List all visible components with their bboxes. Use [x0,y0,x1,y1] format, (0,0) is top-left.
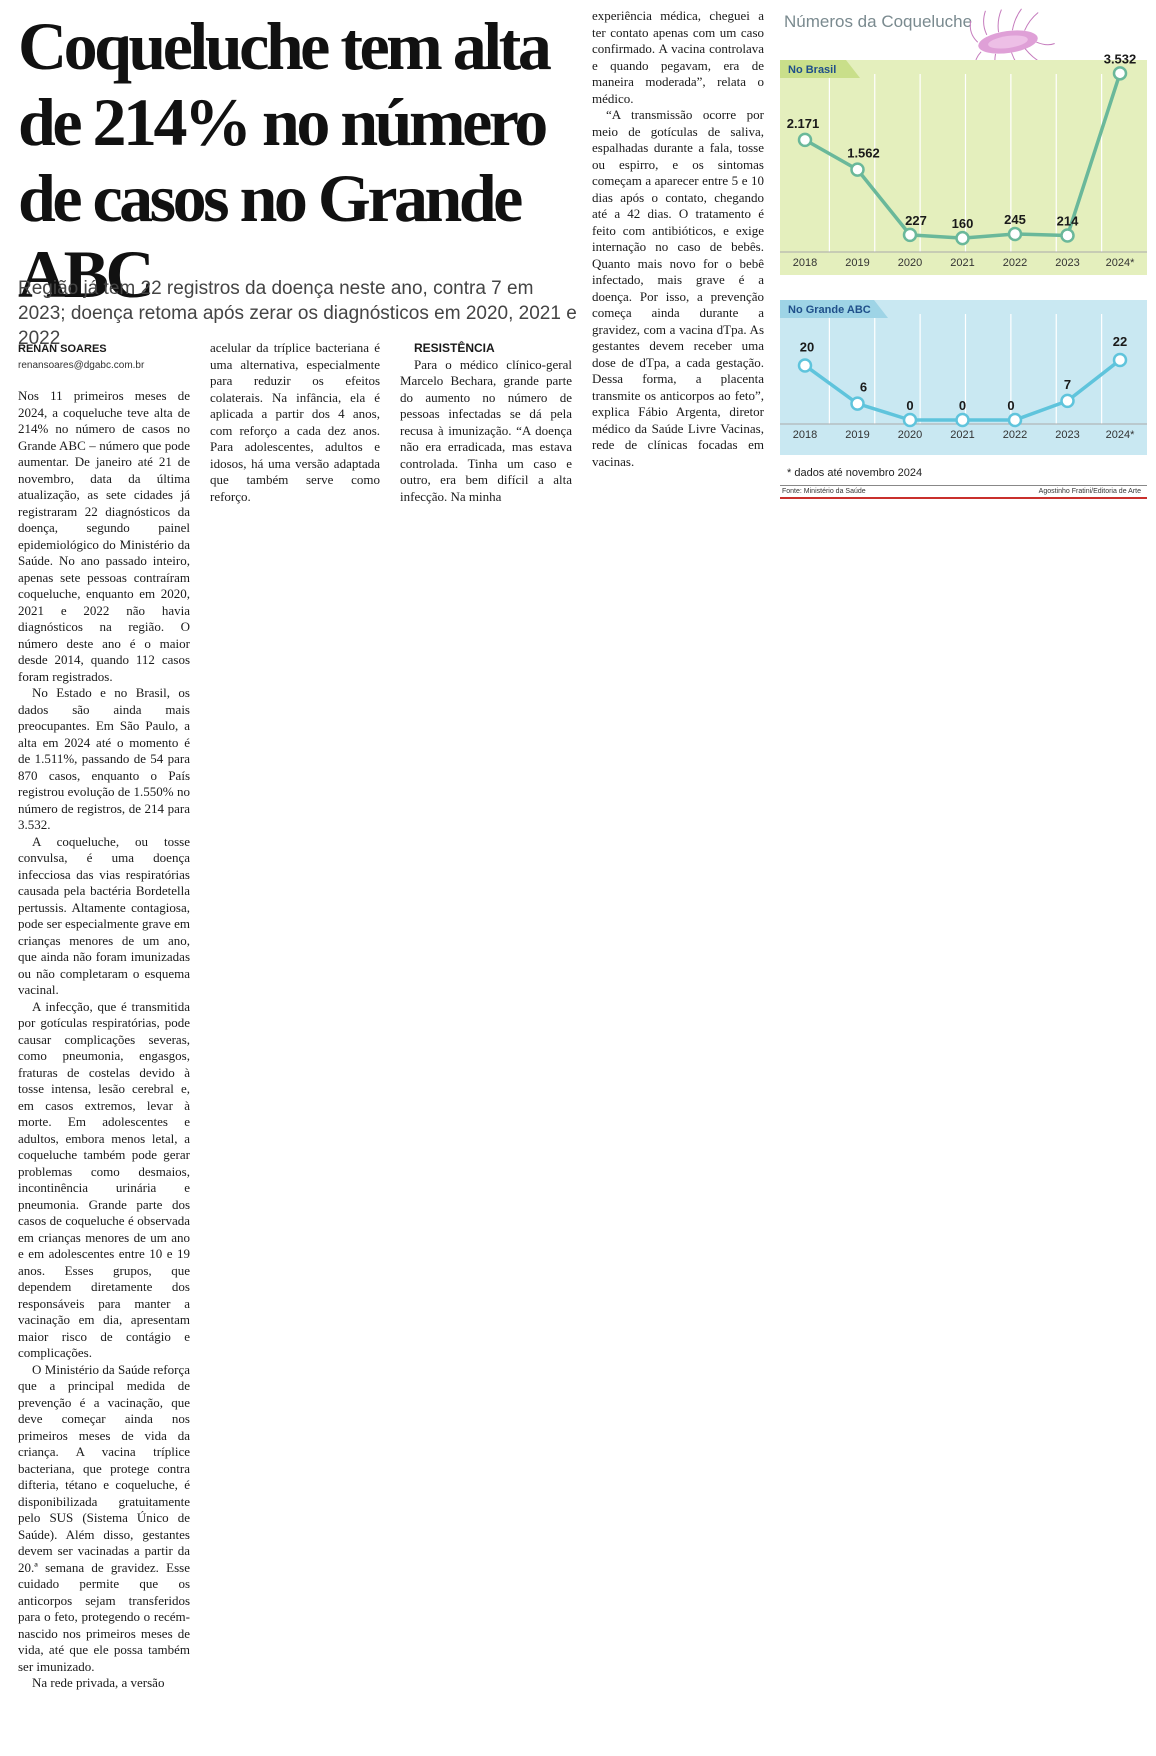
author-name: RENAN SOARES [18,343,107,355]
chart-brasil [780,51,1147,275]
paragraph: Nos 11 primeiros meses de 2024, a coqueluche teve alta de 214% no número de casos no Grande ABC – número que pode aumentar. De janeiro até 21 de novembro, data da última atualização, as sete cidades já registraram 22 diagnósticos da doença, segundo painel epidemiológico do Ministério da Saúde. No ano passado inteiro, apenas sete pessoas contraíram coqueluche, enquanto em 2020, 2021 e 2022 não havia diagnósticos na região. O número deste ano é o maior desde 2014, quando 112 casos foram registrados. [18,388,190,684]
brasil-data-label: 160 [951,216,974,232]
brasil-title: No Brasil [788,64,837,76]
abc-data-label: 0 [958,398,967,413]
article-column-2 [210,340,380,505]
abc-year-label: 2023 [1055,429,1080,441]
abc-point [1009,414,1021,426]
brasil-point [852,164,864,176]
paragraph: acelular da tríplice bacteriana é uma alternativa, especialmente para reduzir os efeitos colaterais. Na infância, ela é aplicada a partir dos 4 anos, com reforço a cada dez anos. Para adolescentes, adultos e idosos, há uma versão adaptada que também serve como reforço. [210,340,380,504]
paragraph: A infecção, que é transmitida por gotículas respiratórias, pode causar complicações severas, como pneumonia, engasgos, fraturas de costelas devido à tosse intensa, lesão cerebral e, em casos extremos, levar à morte. Em adolescentes e adultos, embora menos letal, a coqueluche também pode gerar problemas como desmaios, incontinência urinária e pneumonia. Grande parte dos casos de coqueluche é observada em crianças menores de um ano e em adolescentes entre 10 e 19 anos. Esses grupos, que dependem diretamente dos responsáveis para manter a vacinação em dia, apresentam maior risco de contágio e complicações. [18,998,190,1360]
brasil-point [957,232,969,244]
infographic-title: Números da Coqueluche [784,12,973,31]
abc-title: No Grande ABC [788,304,871,316]
brasil-year-label: 2018 [792,257,818,269]
brasil-data-label: 245 [1004,212,1026,228]
paragraph: “A transmissão ocorre por meio de gotículas de saliva, espalhadas durante a fala, tosse ou espirro, e os sintomas começam a aparecer entre 5 e 10 dias após o contato, chegando até a 42 dias. O tratamento é feito com antibióticos, e exige internação no caso de bebês. Quanto mais novo for o bebê infectado, mais grave é a doença. Por isso, a prevenção começa ainda durante a gravidez, com a vacina dTpa. As gestantes devem receber uma dose de dTpa, a cada gestação. Dessa forma, a placenta transmite os anticorpos ao feto”, explica Fábio Argenta, diretor médico da Saúde Livre Vacinas, rede de clínicas focadas em vacinas. [592,107,764,469]
abc-year-label: 2018 [792,429,818,441]
author-email[interactable]: renansoares@dgabc.com.br [18,360,145,371]
abc-year-label: 2024* [1105,429,1135,441]
chart-footnote: * dados até novembro 2024 [787,467,923,479]
abc-point [799,359,811,371]
abc-year-label: 2022 [1002,429,1028,441]
brasil-data-label: 214 [1056,213,1079,229]
article-column-3 [400,340,572,505]
accent-rule [780,497,1147,499]
paragraph: No Estado e no Brasil, os dados são ainda mais preocupantes. Em São Paulo, a alta em 2024 até o momento é de 1.511%, passando de 54 para 870 casos, enquanto o País registrou evolução de 1.550% no número de registros, de 214 para 3.532. [18,685,190,832]
brasil-point [799,134,811,146]
divider [780,485,1147,486]
abc-point [904,414,916,426]
paragraph: experiência médica, cheguei a ter contato apenas com um caso confirmado. A vacina controlava e quando pegavam, era de maneira moderada”, relata o médico. [592,8,764,106]
brasil-data-label: 3.532 [1103,51,1137,67]
brasil-year-label: 2020 [897,257,923,269]
brasil-data-label: 1.562 [847,145,880,161]
paragraph: O Ministério da Saúde reforça que a principal medida de prevenção é a vacinação, que deve começar ainda nos primeiros meses de vida da criança. A vacina tríplice bacteriana, que protege contra difteria, tétano e coqueluche, é disponibilizada gratuitamente pelo SUS (Sistema Único de Saúde). Além disso, gestantes devem ser vacinadas a partir da 20.ª semana de gravidez. Esse cuidado permite que os anticorpos sejam transferidos para o feto, protegendo o recém-nascido nos primeiros meses de vida, até que ele possa também ser imunizado. [18,1361,190,1674]
brasil-year-label: 2023 [1055,257,1080,269]
source-credit: Fonte: Ministério da Saúde [782,488,866,495]
brasil-data-label: 227 [905,212,927,228]
abc-point [957,414,969,426]
brasil-year-label: 2019 [845,257,870,269]
abc-data-label: 0 [906,398,914,413]
abc-year-label: 2020 [897,429,923,441]
brasil-data-label: 2.171 [786,115,820,131]
abc-year-label: 2021 [950,429,975,441]
abc-point [1114,354,1126,366]
abc-point [852,398,864,410]
article-column-1 [18,388,190,1692]
brasil-year-label: 2022 [1002,257,1028,269]
brasil-year-label: 2021 [950,257,975,269]
headline: Coqueluche tem alta de 214% no número de casos no Grande ABC [18,8,549,312]
brasil-year-label: 2024* [1105,257,1135,269]
paragraph: Na rede privada, a versão [32,1675,165,1690]
brasil-point [1062,230,1074,242]
art-credit: Agostinho Fratini/Editoria de Arte [1038,488,1141,495]
chart-grande-abc [780,300,1147,455]
abc-data-label: 0 [1007,398,1015,413]
abc-data-label: 6 [859,379,868,395]
subtitle: Região já tem 22 registros da doença neste ano, contra 7 em 2023; doença retoma após zerar os diagnósticos em 2020, 2021 e 2022 [18,278,577,349]
section-subhead: RESISTÊNCIA [414,341,495,355]
infographic [780,0,1147,520]
abc-data-label: 22 [1112,334,1128,349]
article-column-4 [592,8,764,470]
brasil-point [1009,228,1021,240]
abc-year-label: 2019 [845,429,870,441]
paragraph: A coqueluche, ou tosse convulsa, é uma doença infecciosa das vias respiratórias causada pela bactéria Bordetella pertussis. Altamente contagiosa, pode ser especialmente grave em crianças menores de um ano, que ainda não foram imunizadas ou não completaram o esquema vacinal. [18,833,190,997]
abc-data-label: 7 [1063,376,1072,392]
abc-point [1062,395,1074,407]
paragraph: Para o médico clínico-geral Marcelo Bechara, grande parte do aumento no número de pessoas infectadas se dá pela recusa à imunização. “A doença não era erradicada, mas estava controlada. Tinha um caso e outro, era bem difícil a alta infecção. Na minha [400,356,572,504]
brasil-point [904,229,916,241]
abc-data-label: 20 [799,339,815,355]
brasil-point [1114,67,1126,79]
